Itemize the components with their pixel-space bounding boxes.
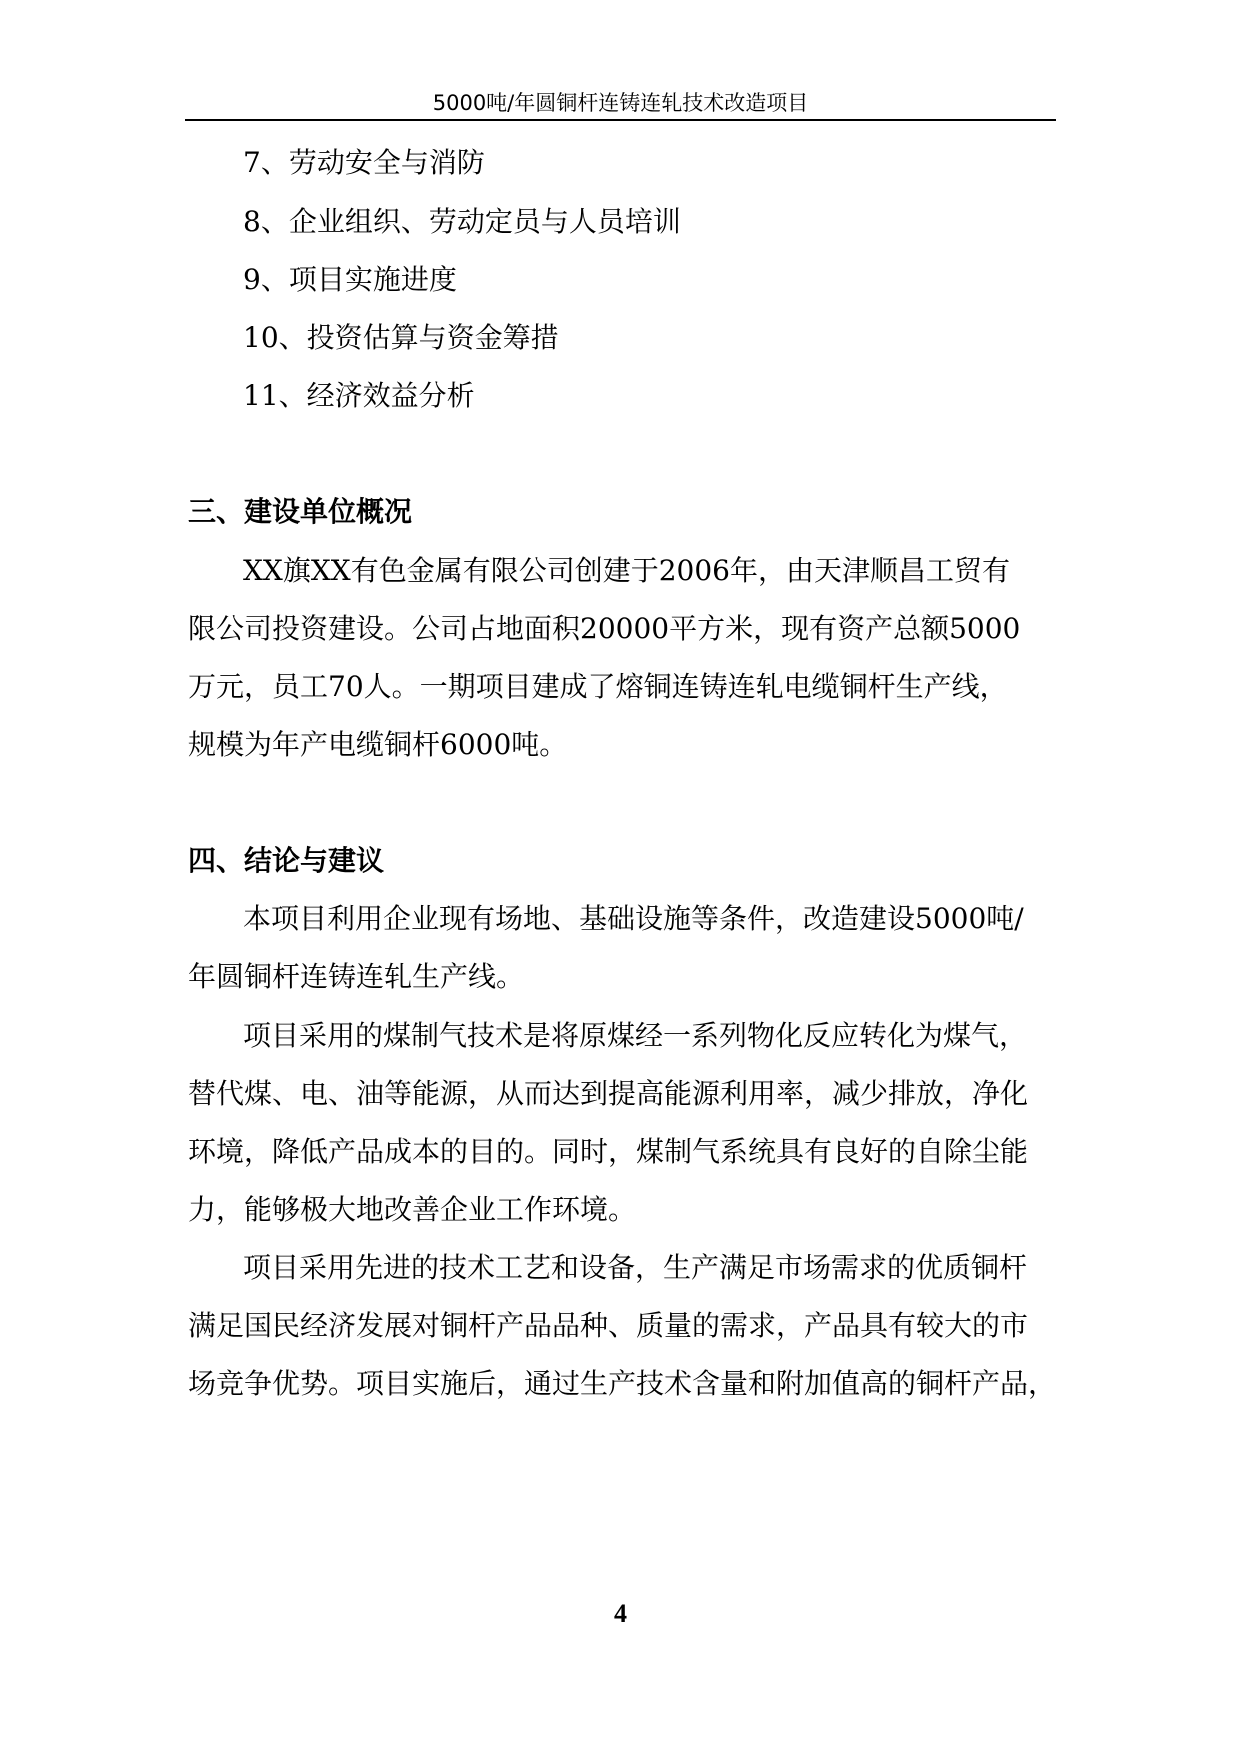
paragraph-line: 场竞争优势。项目实施后，通过生产技术含量和附加值高的铜杆产品， (188, 1367, 1057, 1400)
paragraph-line: 项目采用先进的技术工艺和设备，生产满足市场需求的优质铜杆 (243, 1251, 1028, 1284)
toc-item: 9、项目实施进度 (243, 263, 457, 296)
header-rule (185, 119, 1056, 121)
page-number: 4 (614, 1599, 627, 1628)
paragraph-line: 限公司投资建设。公司占地面积20000平方米，现有资产总额5000 (188, 612, 1021, 645)
paragraph-line: 万元，员工70人。一期项目建成了熔铜连铸连轧电缆铜杆生产线， (188, 670, 1008, 703)
paragraph-line: 项目采用的煤制气技术是将原煤经一系列物化反应转化为煤气， (243, 1019, 1028, 1052)
paragraph-line: 规模为年产电缆铜杆6000吨。 (188, 728, 568, 761)
page-header-title: 5000吨/年圆铜杆连铸连轧技术改造项目 (432, 91, 809, 115)
paragraph-line: XX旗XX有色金属有限公司创建于2006年，由天津顺昌工贸有 (243, 554, 1010, 587)
section-heading-3: 三、建设单位概况 (188, 495, 413, 528)
paragraph-line: 力，能够极大地改善企业工作环境。 (188, 1193, 637, 1226)
section-heading-4: 四、结论与建议 (188, 844, 385, 877)
paragraph-line: 年圆铜杆连铸连轧生产线。 (188, 960, 525, 993)
paragraph-line: 替代煤、电、油等能源，从而达到提高能源利用率，减少排放，净化 (188, 1077, 1029, 1110)
paragraph-line: 环境，降低产品成本的目的。同时，煤制气系统具有良好的自除尘能 (188, 1135, 1029, 1168)
toc-item: 7、劳动安全与消防 (243, 146, 485, 179)
paragraph-line: 本项目利用企业现有场地、基础设施等条件，改造建设5000吨/ (243, 902, 1024, 935)
paragraph-line: 满足国民经济发展对铜杆产品品种、质量的需求，产品具有较大的市 (188, 1309, 1029, 1342)
toc-item: 10、投资估算与资金筹措 (243, 321, 559, 354)
toc-item: 8、企业组织、劳动定员与人员培训 (243, 205, 681, 238)
toc-item: 11、经济效益分析 (243, 379, 475, 412)
